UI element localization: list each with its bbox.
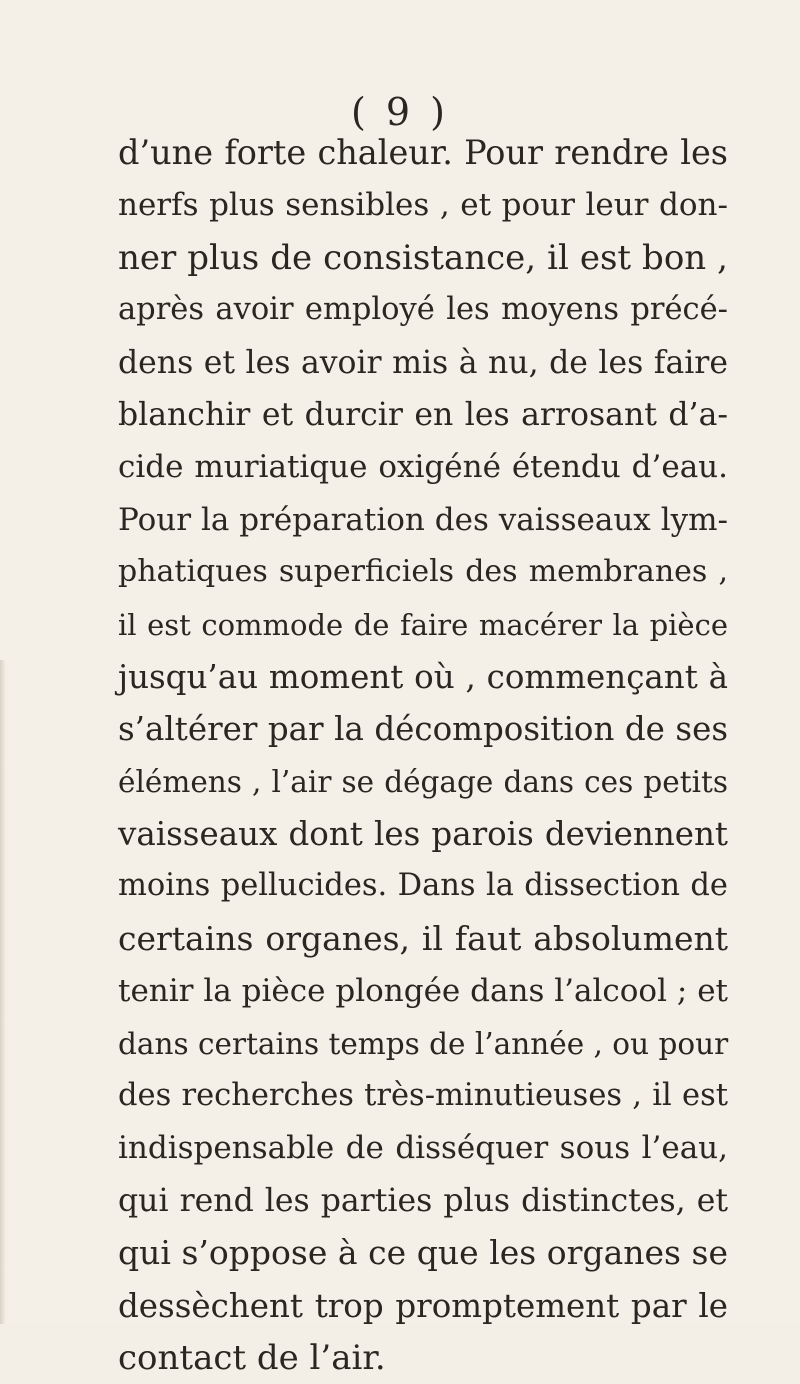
text-line: jusqu’au moment où , commençant à bbox=[118, 657, 728, 696]
text-line: s’altérer par la décomposition de ses bbox=[118, 710, 728, 749]
page-edge-shadow bbox=[0, 660, 6, 1324]
text-line: dens et les avoir mis à nu, de les faire bbox=[118, 344, 728, 381]
text-line: d’une forte chaleur. Pour rendre les bbox=[118, 133, 728, 172]
text-line: certains organes, il faut absolument bbox=[118, 918, 728, 958]
text-line: qui rend les parties plus distinctes, et bbox=[118, 1182, 728, 1219]
text-line: blanchir et durcir en les arrosant d’a- bbox=[118, 396, 728, 433]
page-number: ( 9 ) bbox=[351, 90, 449, 134]
body-text bbox=[118, 127, 728, 1384]
text-line: tenir la pièce plongée dans l’alcool ; et bbox=[118, 973, 728, 1010]
text-line: après avoir employé les moyens précé- bbox=[118, 292, 728, 328]
text-line: phatiques superficiels des membranes , bbox=[118, 554, 728, 590]
text-line: dessèchent trop promptement par le bbox=[118, 1286, 728, 1325]
text-line: moins pellucides. Dans la dissection de bbox=[118, 868, 728, 904]
text-line: cide muriatique oxigéné étendu d’eau. bbox=[118, 449, 728, 486]
text-line: des recherches très-minutieuses , il est bbox=[118, 1078, 728, 1114]
text-line: nerfs plus sensibles , et pour leur don- bbox=[118, 187, 728, 224]
text-line: vaisseaux dont les parois deviennent bbox=[118, 815, 728, 854]
text-line: contact de l’air. bbox=[118, 1337, 386, 1378]
text-line: qui s’oppose à ce que les organes se bbox=[118, 1233, 728, 1273]
text-line: indispensable de disséquer sous l’eau, bbox=[118, 1130, 728, 1167]
text-line: Pour la préparation des vaisseaux lym- bbox=[118, 501, 728, 538]
text-line: élémens , l’air se dégage dans ces petits bbox=[118, 764, 728, 799]
text-line: dans certains temps de l’année , ou pour bbox=[118, 1026, 729, 1061]
text-line: ner plus de consistance, il est bon , bbox=[118, 237, 728, 278]
text-line: il est commode de faire macérer la pièce bbox=[118, 607, 728, 642]
